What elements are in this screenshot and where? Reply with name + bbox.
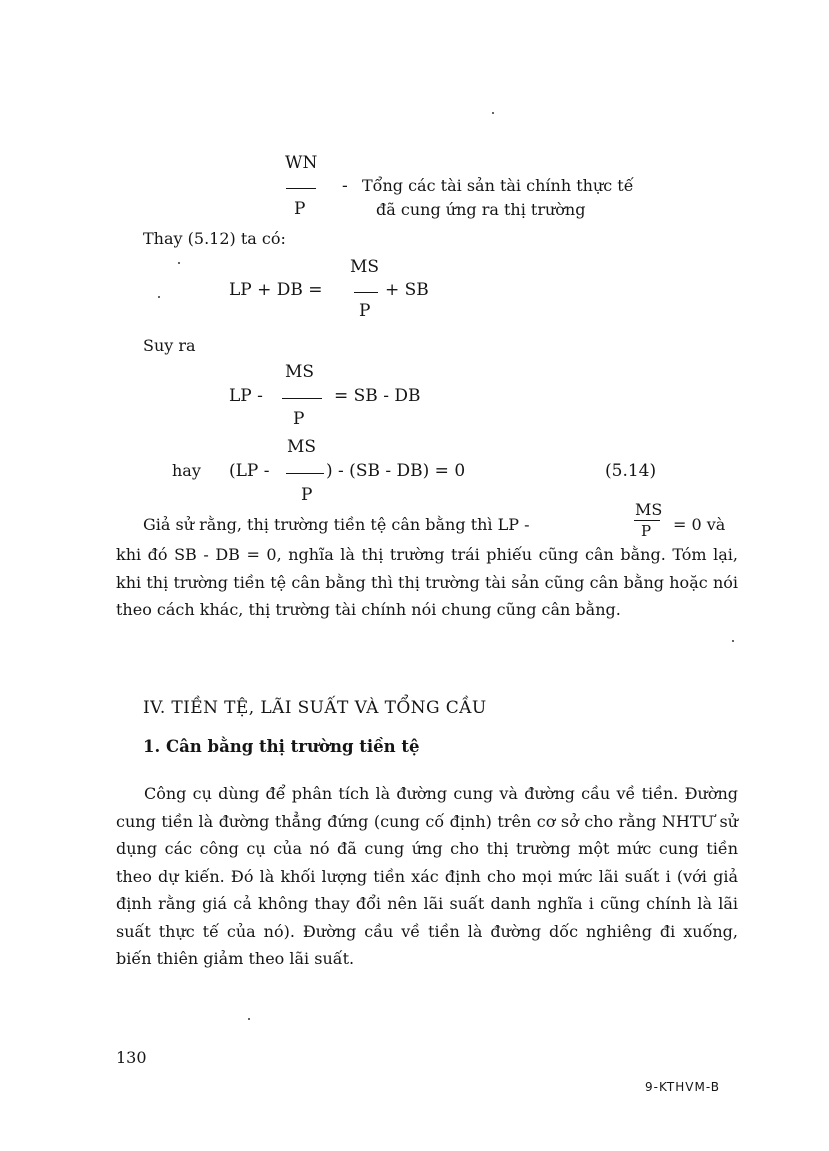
assume-line1: Giả sử rằng, thị trường tiền tệ cân bằng thì LP - (143, 515, 530, 534)
eq2-denominator: P (293, 409, 305, 429)
subsection-heading: 1. Cân bằng thị trường tiền tệ (143, 737, 420, 756)
definition-fraction-bar (286, 188, 316, 189)
eq3-denominator: P (301, 485, 313, 505)
assume-line1-end: = 0 và (673, 515, 726, 534)
scan-speck (492, 112, 494, 114)
assume-paragraph: khi đó SB - DB = 0, nghĩa là thị trường trái phiếu cũng cân bằng. Tóm lại, khi thị trường tiền tệ cân bằng thì thị trường tài sản cũng cân bằng hoặc nói theo cách khác, thị trường tài chính nói chung cũng cân bằng. (116, 545, 738, 619)
eq3-number: (5.14) (605, 461, 657, 481)
definition-dash: - (342, 176, 348, 196)
eq2-fraction-bar (282, 398, 322, 399)
eq3-lhs: (LP - (229, 461, 270, 481)
scan-speck (732, 640, 734, 642)
footer-code: 9-KTHVM-B (645, 1080, 720, 1094)
scan-speck (178, 262, 180, 264)
substitute-label: Thay (5.12) ta có: (143, 229, 286, 248)
eq2-lhs: LP - (229, 386, 263, 406)
scan-speck (248, 1018, 250, 1020)
definition-text-line2: đã cung ứng ra thị trường (376, 200, 586, 219)
assume-frac-bar (634, 520, 660, 521)
definition-denominator: P (294, 199, 306, 219)
eq3-rhs: ) - (SB - DB) = 0 (326, 461, 466, 481)
page-number: 130 (116, 1048, 147, 1067)
assume-frac-numerator: MS (635, 500, 663, 519)
scan-speck (158, 296, 160, 298)
definition-numerator: WN (285, 153, 318, 173)
eq3-or-label: hay (172, 461, 201, 480)
eq1-lhs: LP + DB = (229, 280, 323, 300)
eq1-rhs: + SB (385, 280, 429, 300)
assume-frac-denominator: P (641, 522, 652, 540)
derive-label: Suy ra (143, 336, 196, 355)
body-paragraph (116, 780, 738, 973)
definition-text-line1: Tổng các tài sản tài chính thực tế (362, 176, 634, 195)
eq2-rhs: = SB - DB (334, 386, 421, 406)
eq3-numerator: MS (287, 437, 317, 457)
eq2-numerator: MS (285, 362, 315, 382)
eq1-numerator: MS (350, 257, 380, 277)
eq1-fraction-bar (354, 292, 378, 293)
body-paragraph-text: Công cụ dùng để phân tích là đường cung và đường cầu về tiền. Đường cung tiền là đường thẳng đứng (cung cố định) trên cơ sở cho rằng NHTƯ sử dụng các công cụ của nó đã cung ứng cho thị trường một mức cung tiền theo dự kiến. Đó là khối lượng tiền xác định cho mọi mức lãi suất i (với giả định rằng giá cả không thay đổi nên lãi suất danh nghĩa i cũng chính là lãi suất thực tế của nó). Đường cầu về tiền là đường dốc nghiêng đi xuống, biến thiên giảm theo lãi suất. (116, 784, 738, 968)
eq3-fraction-bar (286, 473, 324, 474)
section-heading: IV. TIỀN TỆ, LÃI SUẤT VÀ TỔNG CẦU (143, 698, 487, 718)
eq1-denominator: P (359, 301, 371, 321)
